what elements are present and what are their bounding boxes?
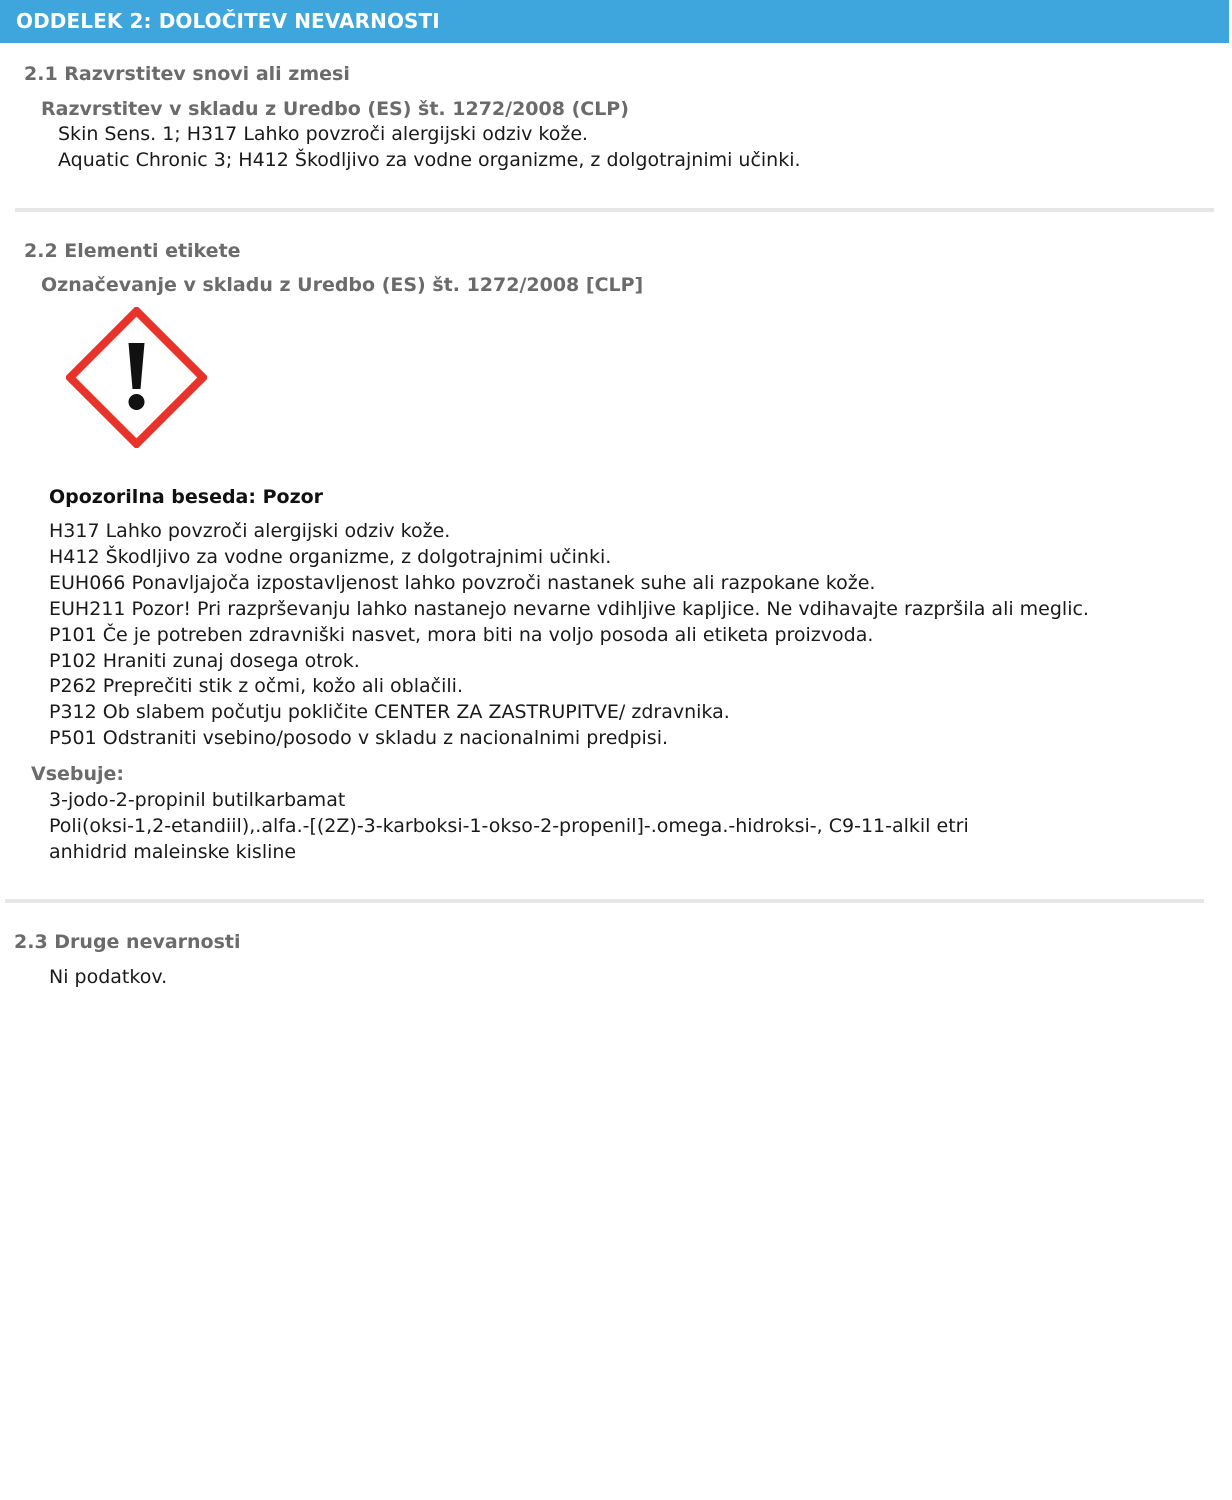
- section-divider: [5, 899, 1204, 903]
- classification-list: [58, 122, 801, 174]
- statement-item: P101 Če je potreben zdravniški nasvet, mora biti na voljo posoda ali etiketa proizvoda.: [49, 623, 874, 646]
- exclamation-mark-hazard-icon: [66, 307, 207, 448]
- classification-item: Skin Sens. 1; H317 Lahko povzroči alergijski odziv kože.: [58, 123, 589, 145]
- signal-word: Opozorilna beseda: Pozor: [49, 486, 324, 508]
- statement-item: EUH211 Pozor! Pri razprševanju lahko nastanejo nevarne vdihljive kapljice. Ne vdihavajte razpršila ali meglic.: [49, 597, 1089, 620]
- contains-item: 3-jodo-2-propinil butilkarbamat: [49, 789, 346, 811]
- classification-item: Aquatic Chronic 3; H412 Škodljivo za vodne organizme, z dolgotrajnimi učinki.: [58, 148, 801, 171]
- section-2-2-title: 2.2 Elementi etikete: [24, 240, 241, 262]
- section-2-1-title: 2.1 Razvrstitev snovi ali zmesi: [24, 63, 350, 85]
- section-2-1-subtitle: Razvrstitev v skladu z Uredbo (ES) št. 1272/2008 (CLP): [41, 98, 629, 120]
- contains-label: Vsebuje:: [31, 763, 125, 785]
- statement-item: P501 Odstraniti vsebino/posodo v skladu z nacionalnimi predpisi.: [49, 727, 669, 750]
- statement-item: P312 Ob slabem počutju pokličite CENTER ZA ZASTRUPITVE/ zdravnika.: [49, 701, 730, 724]
- statement-item: EUH066 Ponavljajoča izpostavljenost lahko povzroči nastanek suhe ali razpokane kože.: [49, 571, 876, 594]
- section-header-bar: [0, 0, 1229, 43]
- section-divider: [15, 208, 1214, 212]
- section-2-2-subtitle: Označevanje v skladu z Uredbo (ES) št. 1272/2008 [CLP]: [41, 274, 644, 296]
- section-header-title: ODDELEK 2: DOLOČITEV NEVARNOSTI: [16, 9, 440, 33]
- hazard-statements-list: [49, 519, 1089, 752]
- contains-item: anhidrid maleinske kisline: [49, 840, 297, 863]
- statement-item: H412 Škodljivo za vodne organizme, z dolgotrajnimi učinki.: [49, 545, 612, 568]
- other-hazards-text: Ni podatkov.: [49, 966, 168, 988]
- statement-item: P262 Preprečiti stik z očmi, kožo ali oblačili.: [49, 675, 463, 698]
- contains-item: Poli(oksi-1,2-etandiil),.alfa.-[(2Z)-3-karboksi-1-okso-2-propenil]-.omega.-hidroksi-, C9-11-alkil etri: [49, 814, 969, 837]
- statement-item: H317 Lahko povzroči alergijski odziv kože.: [49, 520, 451, 542]
- statement-item: P102 Hraniti zunaj dosega otrok.: [49, 649, 360, 672]
- contains-list: [49, 788, 969, 866]
- section-2-3-title: 2.3 Druge nevarnosti: [14, 931, 241, 953]
